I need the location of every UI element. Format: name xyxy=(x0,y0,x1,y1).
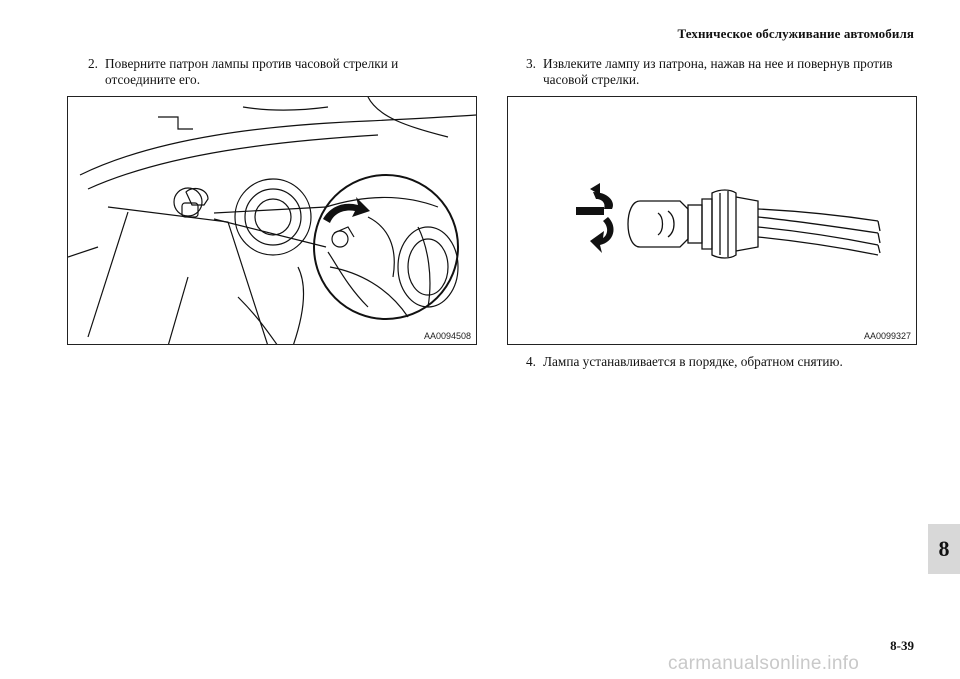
watermark: carmanualsonline.info xyxy=(668,653,860,674)
figure-code: AA0094508 xyxy=(423,331,471,341)
figure-bulb-extraction xyxy=(507,96,917,345)
step-text: Лампа устанавливается в порядке, обратном снятию. xyxy=(543,354,843,369)
figure-bulb-socket-removal xyxy=(67,96,477,345)
headlamp-illustration xyxy=(68,97,477,345)
step-number: 3. xyxy=(526,56,536,71)
step-number: 4. xyxy=(526,354,536,369)
step-text: Поверните патрон лампы против часовой стрелки и отсоедините его. xyxy=(105,56,399,87)
step-number: 2. xyxy=(88,56,98,71)
page-number: 8-39 xyxy=(890,638,914,653)
step-text: Извлеките лампу из патрона, нажав на нее и повернув против часовой стрелки. xyxy=(543,56,893,87)
section-header: Техническое обслуживание автомобиля xyxy=(677,26,914,41)
chapter-tab: 8 xyxy=(928,524,960,574)
step-3 xyxy=(526,56,906,88)
step-4 xyxy=(526,354,926,370)
bulb-illustration xyxy=(508,97,917,345)
push-rotate-arrow-icon xyxy=(576,183,614,253)
figure-code: AA0099327 xyxy=(863,331,911,341)
step-2 xyxy=(88,56,458,88)
